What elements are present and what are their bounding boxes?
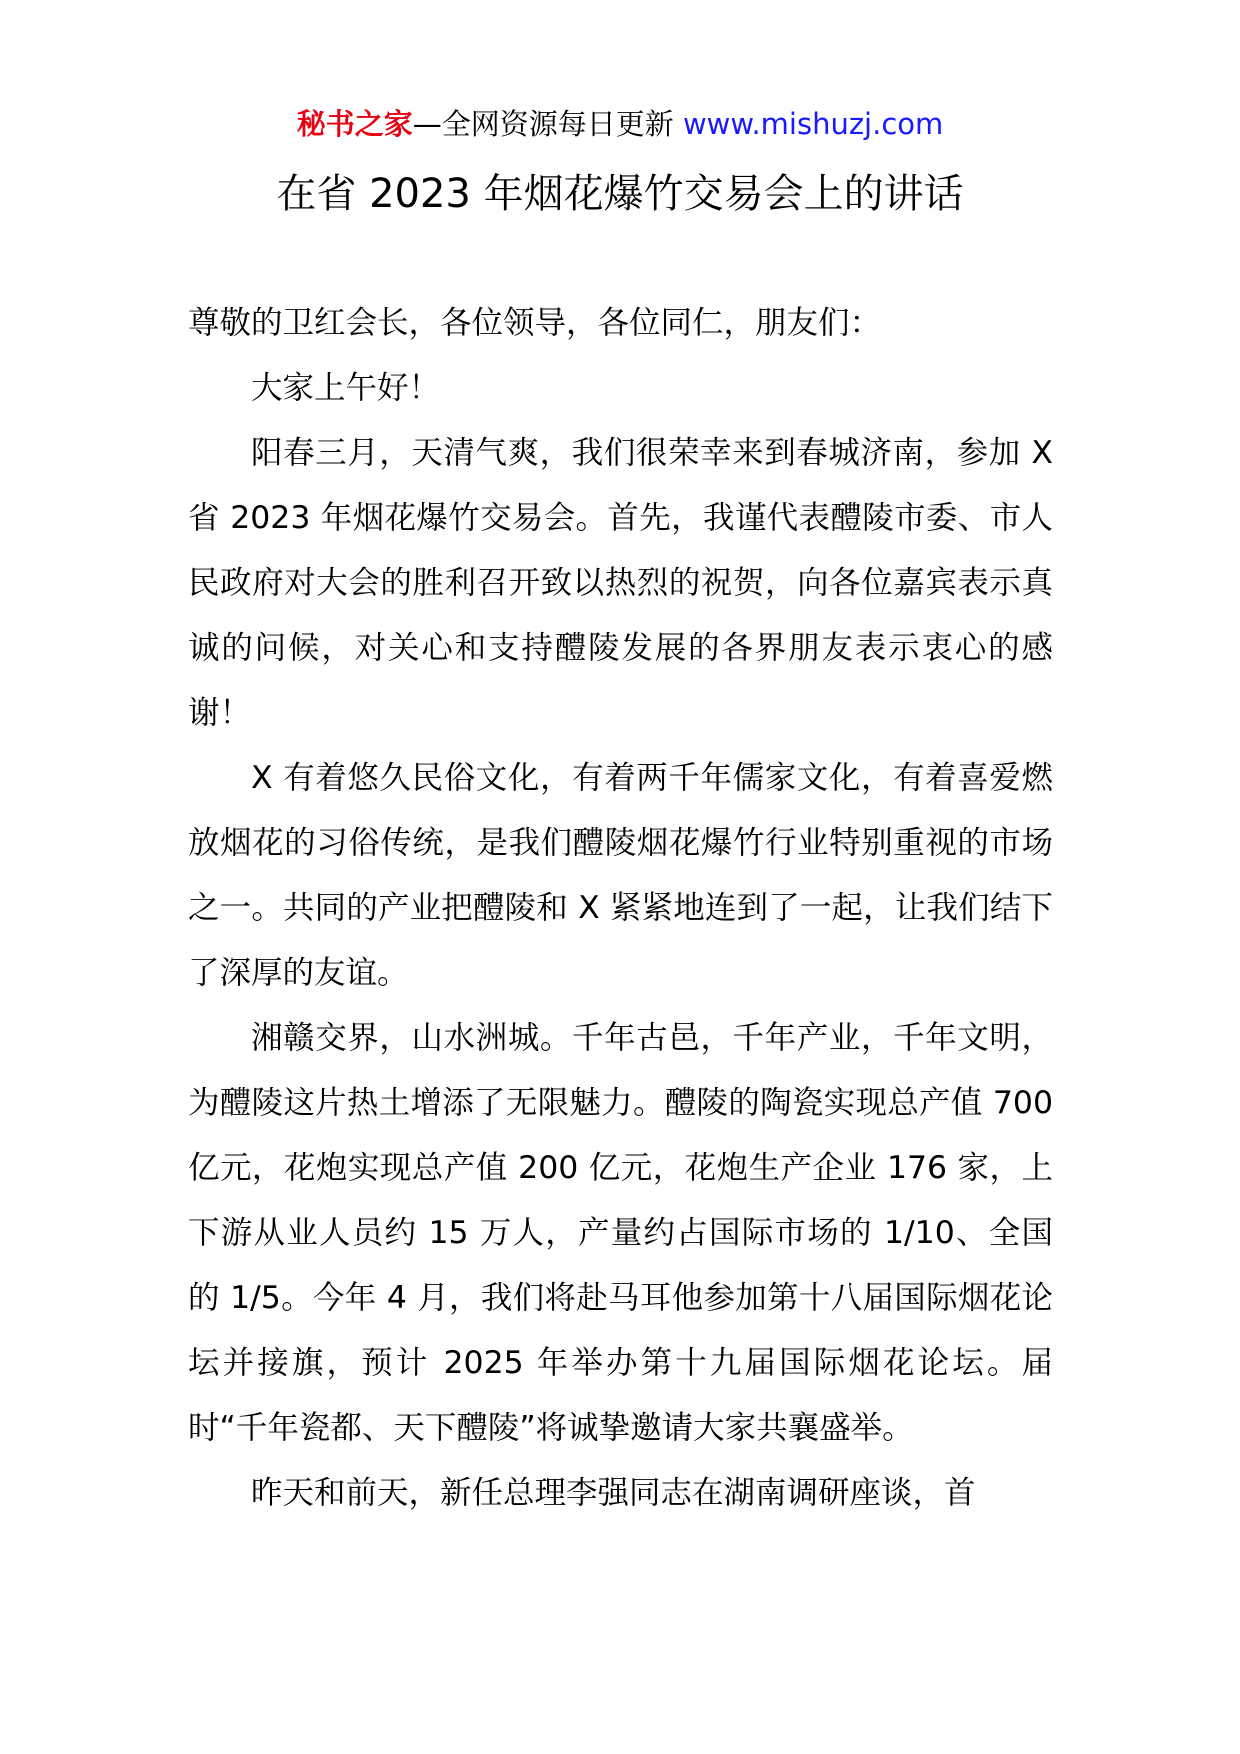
paragraph-1: 大家上午好！ (251, 370, 441, 406)
paragraph-4: 湘赣交界，山水洲城。千年古邑，千年产业，千年文明，为醴陵这片热土增添了无限魅力。醴陵的陶瓷实现总产值 700 亿元，花炮实现总产值 200 亿元，花炮生产企业 176 家，上下游从业人员约 15 万人，产量约占国际市场的 1/10、全国的 1/5。今年 4 月，我们将赴马耳他参加第十八届国际烟花论坛并接旗，预计 2025 年举办第十九届国际烟花论坛。届时“千年瓷都、天下醴陵”将诚挚邀请大家共襄盛举。 (188, 1020, 1053, 1446)
document-title: 在省 2023 年烟花爆竹交易会上的讲话 (276, 171, 964, 217)
paragraph-2: 阳春三月，天清气爽，我们很荣幸来到春城济南，参加 X 省 2023 年烟花爆竹交易会。首先，我谨代表醴陵市委、市人民政府对大会的胜利召开致以热烈的祝贺，向各位嘉宾表示真诚的问候，对关心和支持醴陵发展的各界朋友表示衷心的感谢！ (188, 435, 1053, 731)
paragraph-5: 昨天和前天，新任总理李强同志在湖南调研座谈，首 (251, 1475, 976, 1511)
site-header (0, 104, 1240, 144)
paragraph-3: X 有着悠久民俗文化，有着两千年儒家文化，有着喜爱燃放烟花的习俗传统，是我们醴陵烟花爆竹行业特别重视的市场之一。共同的产业把醴陵和 X 紧紧地连到了一起，让我们结下了深厚的友谊。 (188, 760, 1053, 991)
document-body (188, 291, 1053, 1526)
salutation: 尊敬的卫红会长，各位领导，各位同仁，朋友们： (188, 305, 882, 341)
site-brand: 秘书之家 (296, 107, 413, 141)
site-tagline: —全网资源每日更新 (412, 107, 683, 141)
site-url-link[interactable]: www.mishuzj.com (682, 107, 944, 141)
